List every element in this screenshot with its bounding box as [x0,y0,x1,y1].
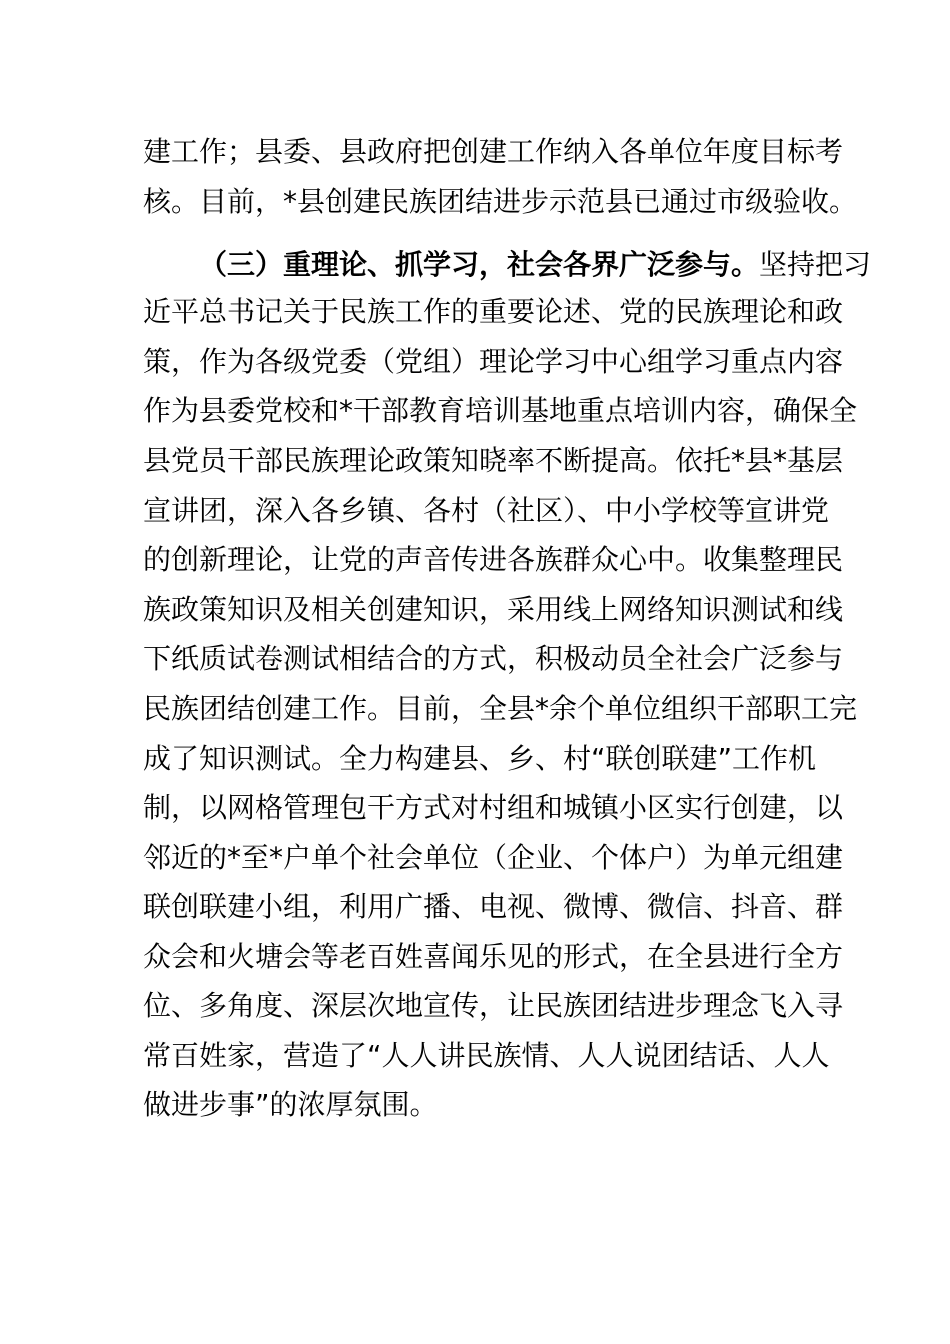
section-heading-line [199,245,872,285]
paragraph-line: 县党员干部民族理论政策知晓率不断提高。依托*县*基层 [143,444,844,477]
paragraph-line: 常百姓家，营造了“人人讲民族情、人人说团结话、人人 [143,1039,830,1072]
paragraph-line: 核。目前，*县创建民族团结进步示范县已通过市级验收。 [143,185,858,218]
paragraph-line: 位、多角度、深层次地宣传，让民族团结进步理念飞入寻 [143,989,844,1022]
paragraph-text: 坚持把习 [759,248,872,281]
paragraph-line: 邻近的*至*户单个社会单位（企业、个体户）为单元组建 [143,841,844,874]
paragraph-line: 民族团结创建工作。目前，全县*余个单位组织干部职工完 [143,692,858,725]
paragraph-line: 成了知识测试。全力构建县、乡、村“联创联建”工作机 [143,742,817,775]
paragraph-line: 作为县委党校和*干部教育培训基地重点培训内容，确保全 [143,394,858,427]
section-heading: （三）重理论、抓学习，社会各界广泛参与。 [199,248,760,281]
paragraph-line: 建工作；县委、县政府把创建工作纳入各单位年度目标考 [143,135,844,168]
paragraph-line: 的创新理论，让党的声音传进各族群众心中。收集整理民 [143,543,844,576]
paragraph-line: 众会和火塘会等老百姓喜闻乐见的形式，在全县进行全方 [143,940,844,973]
paragraph-line: 近平总书记关于民族工作的重要论述、党的民族理论和政 [143,295,844,328]
paragraph-line: 制，以网格管理包干方式对村组和城镇小区实行创建，以 [143,791,844,824]
paragraph-line: 策，作为各级党委（党组）理论学习中心组学习重点内容 [143,345,844,378]
paragraph-line: 做进步事”的浓厚氛围。 [143,1088,438,1121]
paragraph-line: 下纸质试卷测试相结合的方式，积极动员全社会广泛参与 [143,642,844,675]
paragraph-line: 宣讲团，深入各乡镇、各村（社区）、中小学校等宣讲党 [143,494,830,527]
paragraph-line: 族政策知识及相关创建知识，采用线上网络知识测试和线 [143,593,844,626]
paragraph-line: 联创联建小组，利用广播、电视、微博、微信、抖音、群 [143,890,844,923]
